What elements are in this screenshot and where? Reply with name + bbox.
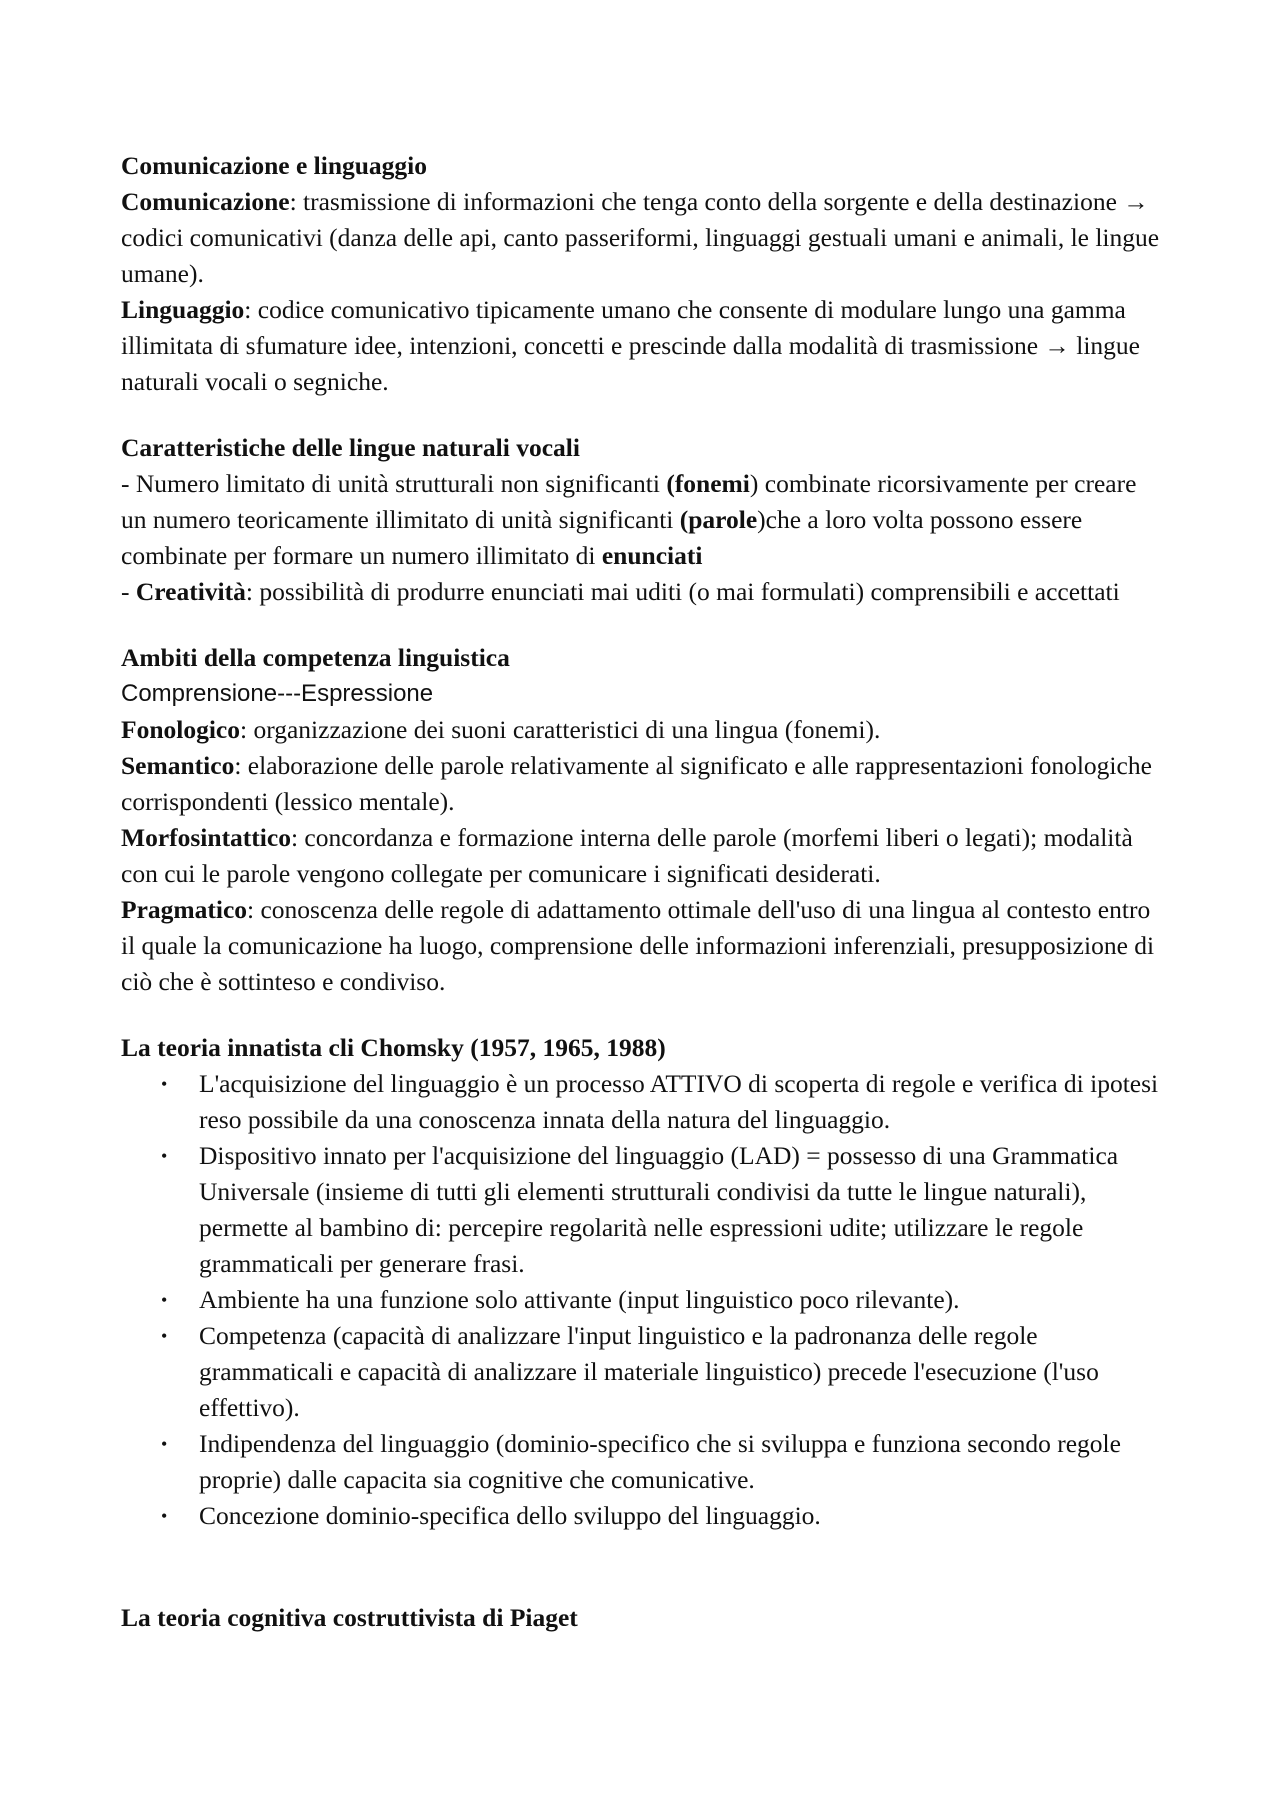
subline-comprensione-espressione: Comprensione---Espressione <box>121 680 434 707</box>
heading-chomsky: La teoria innatista cli Chomsky (1957, 1965, 1988) <box>121 1033 666 1062</box>
text-span: : concordanza e formazione interna delle parole (morfemi liberi o legati); modalità con cui le parole vengono collegate per comunicare i significati desiderati. <box>121 823 1133 888</box>
text-span: )che a loro volta possono essere combinate per formare un numero illimitato di <box>121 505 1083 570</box>
term-enunciati: enunciati <box>601 541 703 570</box>
list-item-text: Dispositivo innato per l'acquisizione del linguaggio (LAD) = possesso di una Grammatica Universale (insieme di tutti gli elementi strutturali condivisi da tutte le lingue naturali), permette al bambino di: percepire regolarità nelle espressioni udite; utilizzare le regole grammaticali per generare frasi. <box>199 1141 1119 1278</box>
list-item-text: Ambiente ha una funzione solo attivante (input linguistico poco rilevante). <box>199 1285 960 1314</box>
bullet-list-chomsky <box>121 1066 1161 1534</box>
list-item-text: L'acquisizione del linguaggio è un processo ATTIVO di scoperta di regole e verifica di ipotesi reso possibile da una conoscenza innata della natura del linguaggio. <box>199 1069 1159 1134</box>
paragraph-comunicazione <box>121 184 1161 292</box>
spacer <box>121 1534 1161 1600</box>
list-item-text: Concezione dominio-specifica dello sviluppo del linguaggio. <box>199 1501 821 1530</box>
list-item <box>121 1138 1161 1282</box>
bullet-icon: • <box>161 1326 168 1346</box>
heading-piaget: La teoria cognitiva costruttivista di Piaget <box>121 1603 578 1632</box>
list-item-text: Indipendenza del linguaggio (dominio-specifico che si sviluppa e funziona secondo regole proprie) dalle capacita sia cognitive che comunicative. <box>199 1429 1121 1494</box>
text-comunicazione: : trasmissione di informazioni che tenga conto della sorgente e della destinazione → codici comunicativi (danza delle api, canto passeriformi, linguaggi gestuali umani e animali, le lingue umane). <box>121 187 1160 288</box>
spacer <box>121 1000 1161 1030</box>
text-span: : organizzazione dei suoni caratteristici di una lingua (fonemi). <box>240 715 881 744</box>
paragraph-pragmatico <box>121 892 1161 1000</box>
text-span: ) combinate ricorsivamente per creare un numero teoricamente illimitato di unità significanti <box>121 469 1137 534</box>
list-item <box>121 1282 1161 1318</box>
term-fonemi: (fonemi <box>666 469 750 498</box>
paragraph-unita <box>121 466 1161 574</box>
spacer <box>121 610 1161 640</box>
paragraph-linguaggio <box>121 292 1161 400</box>
paragraph-fonologico <box>121 712 1161 748</box>
paragraph-creativita <box>121 574 1161 610</box>
term-morfosintattico: Morfosintattico <box>121 823 291 852</box>
term-pragmatico: Pragmatico <box>121 895 248 924</box>
text-span: - <box>121 577 136 606</box>
term-semantico: Semantico <box>121 751 235 780</box>
text-span: : conoscenza delle regole di adattamento ottimale dell'uso di una lingua al contesto entro il quale la comunicazione ha luogo, comprensione delle informazioni inferenziali, presupposizione di ciò che è sottinteso e condiviso. <box>121 895 1155 996</box>
list-item <box>121 1318 1161 1426</box>
list-item <box>121 1066 1161 1138</box>
paragraph-morfosintattico <box>121 820 1161 892</box>
text-linguaggio: : codice comunicativo tipicamente umano che consente di modulare lungo una gamma illimitata di sfumature idee, intenzioni, concetti e prescinde dalla modalità di trasmissione → lingue naturali vocali o segniche. <box>121 295 1141 396</box>
text-span: - Numero limitato di unità strutturali non significanti <box>121 469 667 498</box>
term-comunicazione: Comunicazione <box>121 187 290 216</box>
heading-ambiti: Ambiti della competenza linguistica <box>121 643 510 672</box>
term-fonologico: Fonologico <box>121 715 240 744</box>
bullet-icon: • <box>161 1434 168 1454</box>
text-span: : possibilità di produrre enunciati mai uditi (o mai formulati) comprensibili e accettati <box>245 577 1120 606</box>
term-creativita: Creatività <box>135 577 246 606</box>
paragraph-semantico <box>121 748 1161 820</box>
spacer <box>121 400 1161 430</box>
heading-caratteristiche: Caratteristiche delle lingue naturali vocali <box>121 433 580 462</box>
bullet-icon: • <box>161 1506 168 1526</box>
heading-comunicazione: Comunicazione e linguaggio <box>121 151 428 180</box>
text-span: : elaborazione delle parole relativamente al significato e alle rappresentazioni fonologiche corrispondenti (lessico mentale). <box>121 751 1152 816</box>
document-body <box>121 148 1161 1636</box>
term-parole: (parole <box>679 505 758 534</box>
list-item-text: Competenza (capacità di analizzare l'input linguistico e la padronanza delle regole grammaticali e capacità di analizzare il materiale linguistico) precede l'esecuzione (l'uso effettivo). <box>199 1321 1099 1422</box>
bullet-icon: • <box>161 1146 168 1166</box>
term-linguaggio: Linguaggio <box>121 295 245 324</box>
list-item <box>121 1498 1161 1534</box>
list-item <box>121 1426 1161 1498</box>
bullet-icon: • <box>161 1290 168 1310</box>
bullet-icon: • <box>161 1074 168 1094</box>
